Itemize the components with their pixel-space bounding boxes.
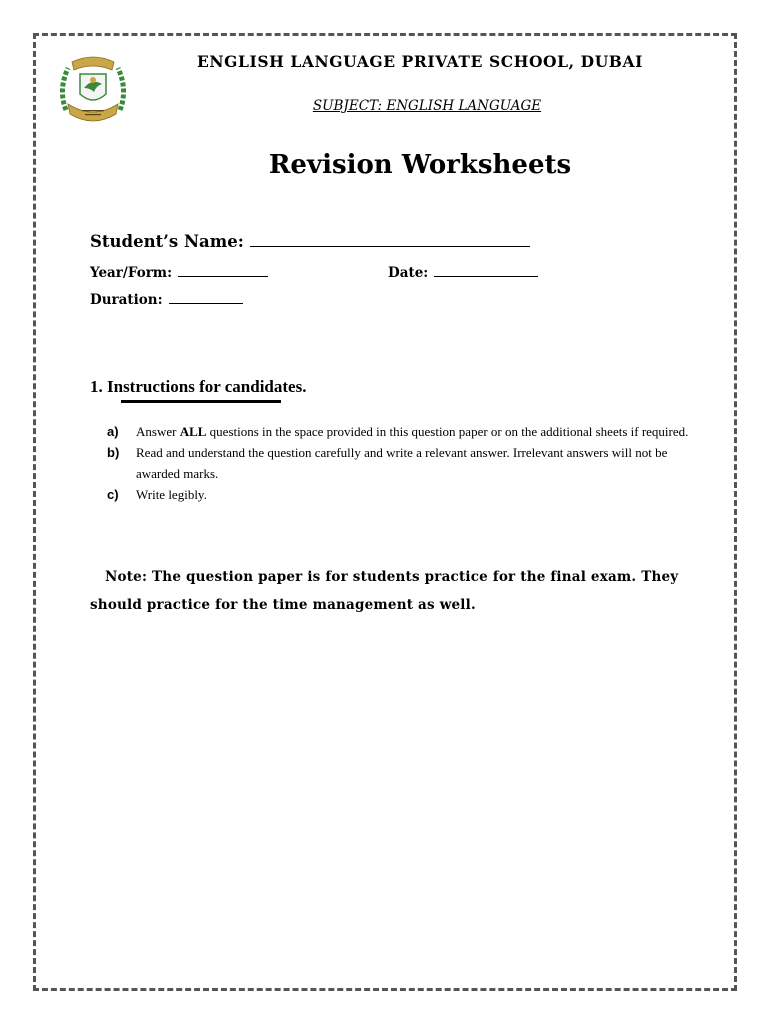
- duration-blank[interactable]: [169, 302, 243, 304]
- instruction-text: Answer: [136, 424, 180, 439]
- year-form-label: Year/Form:: [90, 265, 173, 281]
- exam-note: Note: The question paper is for students practice for the final exam. They should practice for the time management as well.: [90, 569, 679, 613]
- instruction-emphasis: ALL: [179, 424, 207, 439]
- year-form-field: [90, 265, 268, 281]
- duration-label: Duration:: [90, 292, 163, 308]
- heading-underline: [121, 400, 281, 403]
- document-title: Revision Worksheets: [268, 150, 572, 180]
- school-name: ENGLISH LANGUAGE PRIVATE SCHOOL, DUBAI: [197, 52, 643, 71]
- student-name-field: [90, 232, 530, 251]
- instruction-item-c: [107, 484, 707, 505]
- date-blank[interactable]: [434, 275, 538, 277]
- date-field: [388, 265, 538, 281]
- instruction-item-a: [107, 421, 707, 442]
- instruction-marker: a): [107, 424, 119, 439]
- instructions-heading: 1. Instructions for candidates.: [90, 377, 307, 396]
- student-name-blank[interactable]: [250, 245, 530, 247]
- year-form-blank[interactable]: [178, 275, 268, 277]
- instruction-marker: b): [107, 445, 120, 460]
- instruction-text: Write legibly.: [136, 487, 207, 502]
- instruction-item-b: [107, 442, 707, 484]
- student-name-label: Student’s Name:: [90, 232, 244, 251]
- school-crest-logo: [52, 50, 134, 128]
- duration-field: [90, 292, 243, 308]
- subject-line: SUBJECT: ENGLISH LANGUAGE: [312, 98, 542, 114]
- instructions-list: [107, 421, 707, 505]
- instruction-text-rest: questions in the space provided in this question paper or on the additional sheets if required.: [206, 424, 689, 439]
- date-label: Date:: [388, 265, 429, 281]
- instruction-marker: c): [107, 487, 119, 502]
- instruction-text: Read and understand the question carefully and write a relevant answer. Irrelevant answers will not be awarded marks.: [136, 445, 668, 481]
